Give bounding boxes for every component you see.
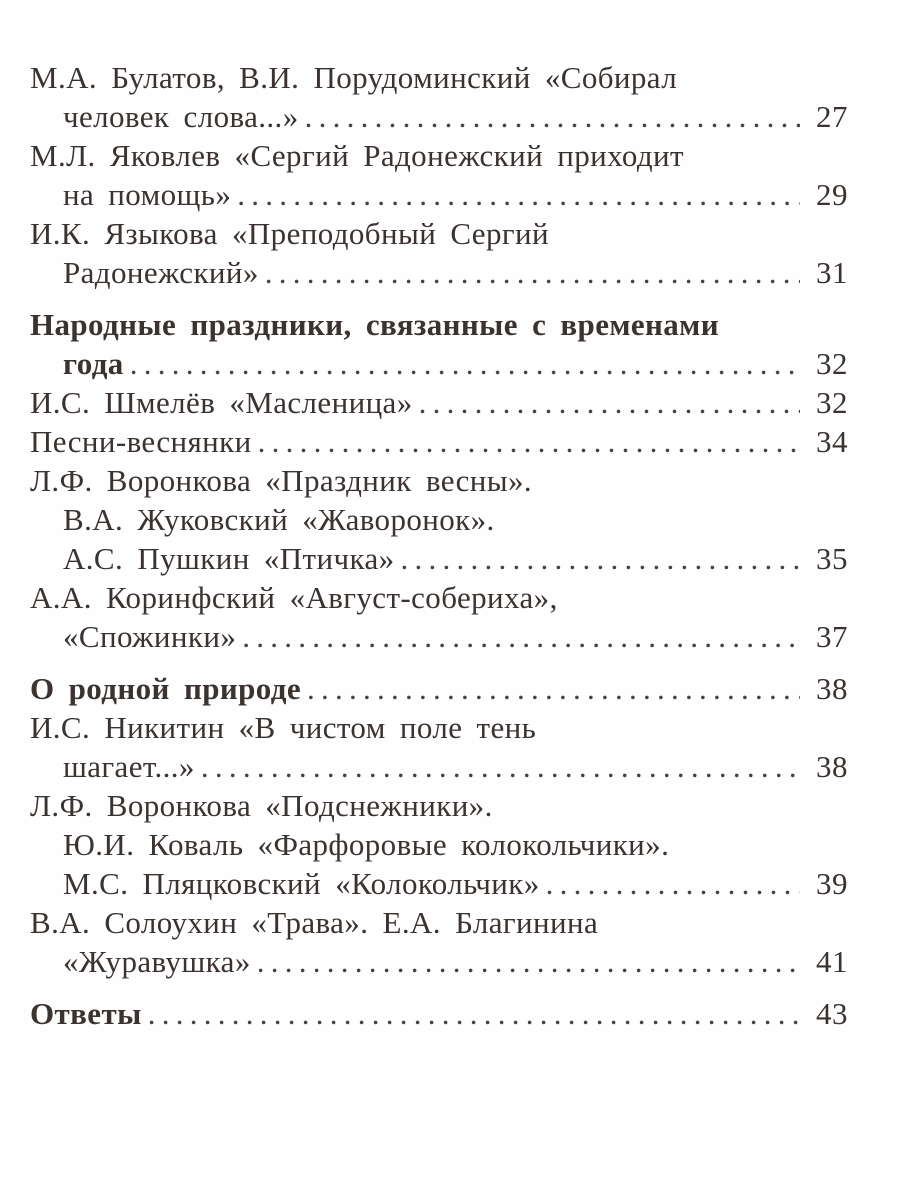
page-number: 32 xyxy=(816,346,848,381)
entry-text-line: человек слова...» xyxy=(63,99,299,134)
dot-leader xyxy=(258,422,800,461)
entry-text-line: А.С. Пушкин «Птичка» xyxy=(63,541,395,576)
dot-leader xyxy=(130,344,800,383)
toc-entry xyxy=(30,461,848,578)
entry-text-line: Л.Ф. Воронкова «Праздник весны». xyxy=(30,463,533,498)
table-of-contents xyxy=(30,58,848,1033)
entry-text-line: Радонежский» xyxy=(63,255,259,290)
dot-leader xyxy=(307,669,800,708)
toc-entry xyxy=(30,422,848,461)
dot-leader xyxy=(148,994,800,1033)
toc-entry xyxy=(30,214,848,292)
page-number: 39 xyxy=(816,866,848,901)
entry-text-line: Ю.И. Коваль «Фарфоровые колокольчики». xyxy=(63,827,670,862)
dot-leader xyxy=(419,383,800,422)
dot-leader xyxy=(265,253,800,292)
page-number: 43 xyxy=(816,996,848,1031)
page-number: 38 xyxy=(816,749,848,784)
toc-entry xyxy=(30,708,848,786)
dot-leader xyxy=(237,175,800,214)
toc-entry xyxy=(30,136,848,214)
entry-text-line: на помощь» xyxy=(63,177,232,212)
page-number: 41 xyxy=(816,944,848,979)
toc-section-heading xyxy=(30,994,848,1033)
entry-text-line: «Журавушка» xyxy=(63,944,251,979)
entry-text-line: года xyxy=(63,346,124,381)
entry-text-line: М.С. Пляцковский «Колокольчик» xyxy=(63,866,540,901)
dot-leader xyxy=(305,97,800,136)
page-number: 29 xyxy=(816,177,848,212)
dot-leader xyxy=(242,617,800,656)
entry-text-line: Песни-веснянки xyxy=(30,424,252,459)
page-number: 34 xyxy=(816,424,848,459)
entry-text-line: Ответы xyxy=(30,996,142,1031)
dot-leader xyxy=(201,747,800,786)
entry-text-line: Л.Ф. Воронкова «Подснежники». xyxy=(30,788,493,823)
dot-leader xyxy=(401,539,800,578)
entry-text-line: М.А. Булатов, В.И. Порудоминский «Собирал xyxy=(30,60,678,95)
entry-text-line: И.С. Шмелёв «Масленица» xyxy=(30,385,413,420)
toc-section-heading xyxy=(30,669,848,708)
entry-text-line: «Спожинки» xyxy=(63,619,237,654)
page-number: 35 xyxy=(816,541,848,576)
entry-text-line: А.А. Коринфский «Август-собериха», xyxy=(30,580,558,615)
entry-text-line: И.С. Никитин «В чистом поле тень xyxy=(30,710,537,745)
toc-section-heading xyxy=(30,305,848,383)
entry-text-line: Народные праздники, связанные с временами xyxy=(30,307,719,342)
entry-text-line: В.А. Солоухин «Трава». Е.А. Благинина xyxy=(30,905,599,940)
entry-text-line: В.А. Жуковский «Жаворонок». xyxy=(63,502,495,537)
page-number: 27 xyxy=(816,99,848,134)
entry-text-line: О родной природе xyxy=(30,671,302,706)
dot-leader xyxy=(546,864,800,903)
toc-entry xyxy=(30,786,848,903)
page-number: 38 xyxy=(816,671,848,706)
toc-entry xyxy=(30,58,848,136)
entry-text-line: М.Л. Яковлев «Сергий Радонежский приходит xyxy=(30,138,684,173)
toc-entry xyxy=(30,383,848,422)
dot-leader xyxy=(257,942,800,981)
entry-text-line: шагает...» xyxy=(63,749,195,784)
page-number: 37 xyxy=(816,619,848,654)
page-number: 32 xyxy=(816,385,848,420)
page-number: 31 xyxy=(816,255,848,290)
toc-entry xyxy=(30,903,848,981)
toc-entry xyxy=(30,578,848,656)
entry-text-line: И.К. Языкова «Преподобный Сергий xyxy=(30,216,549,251)
